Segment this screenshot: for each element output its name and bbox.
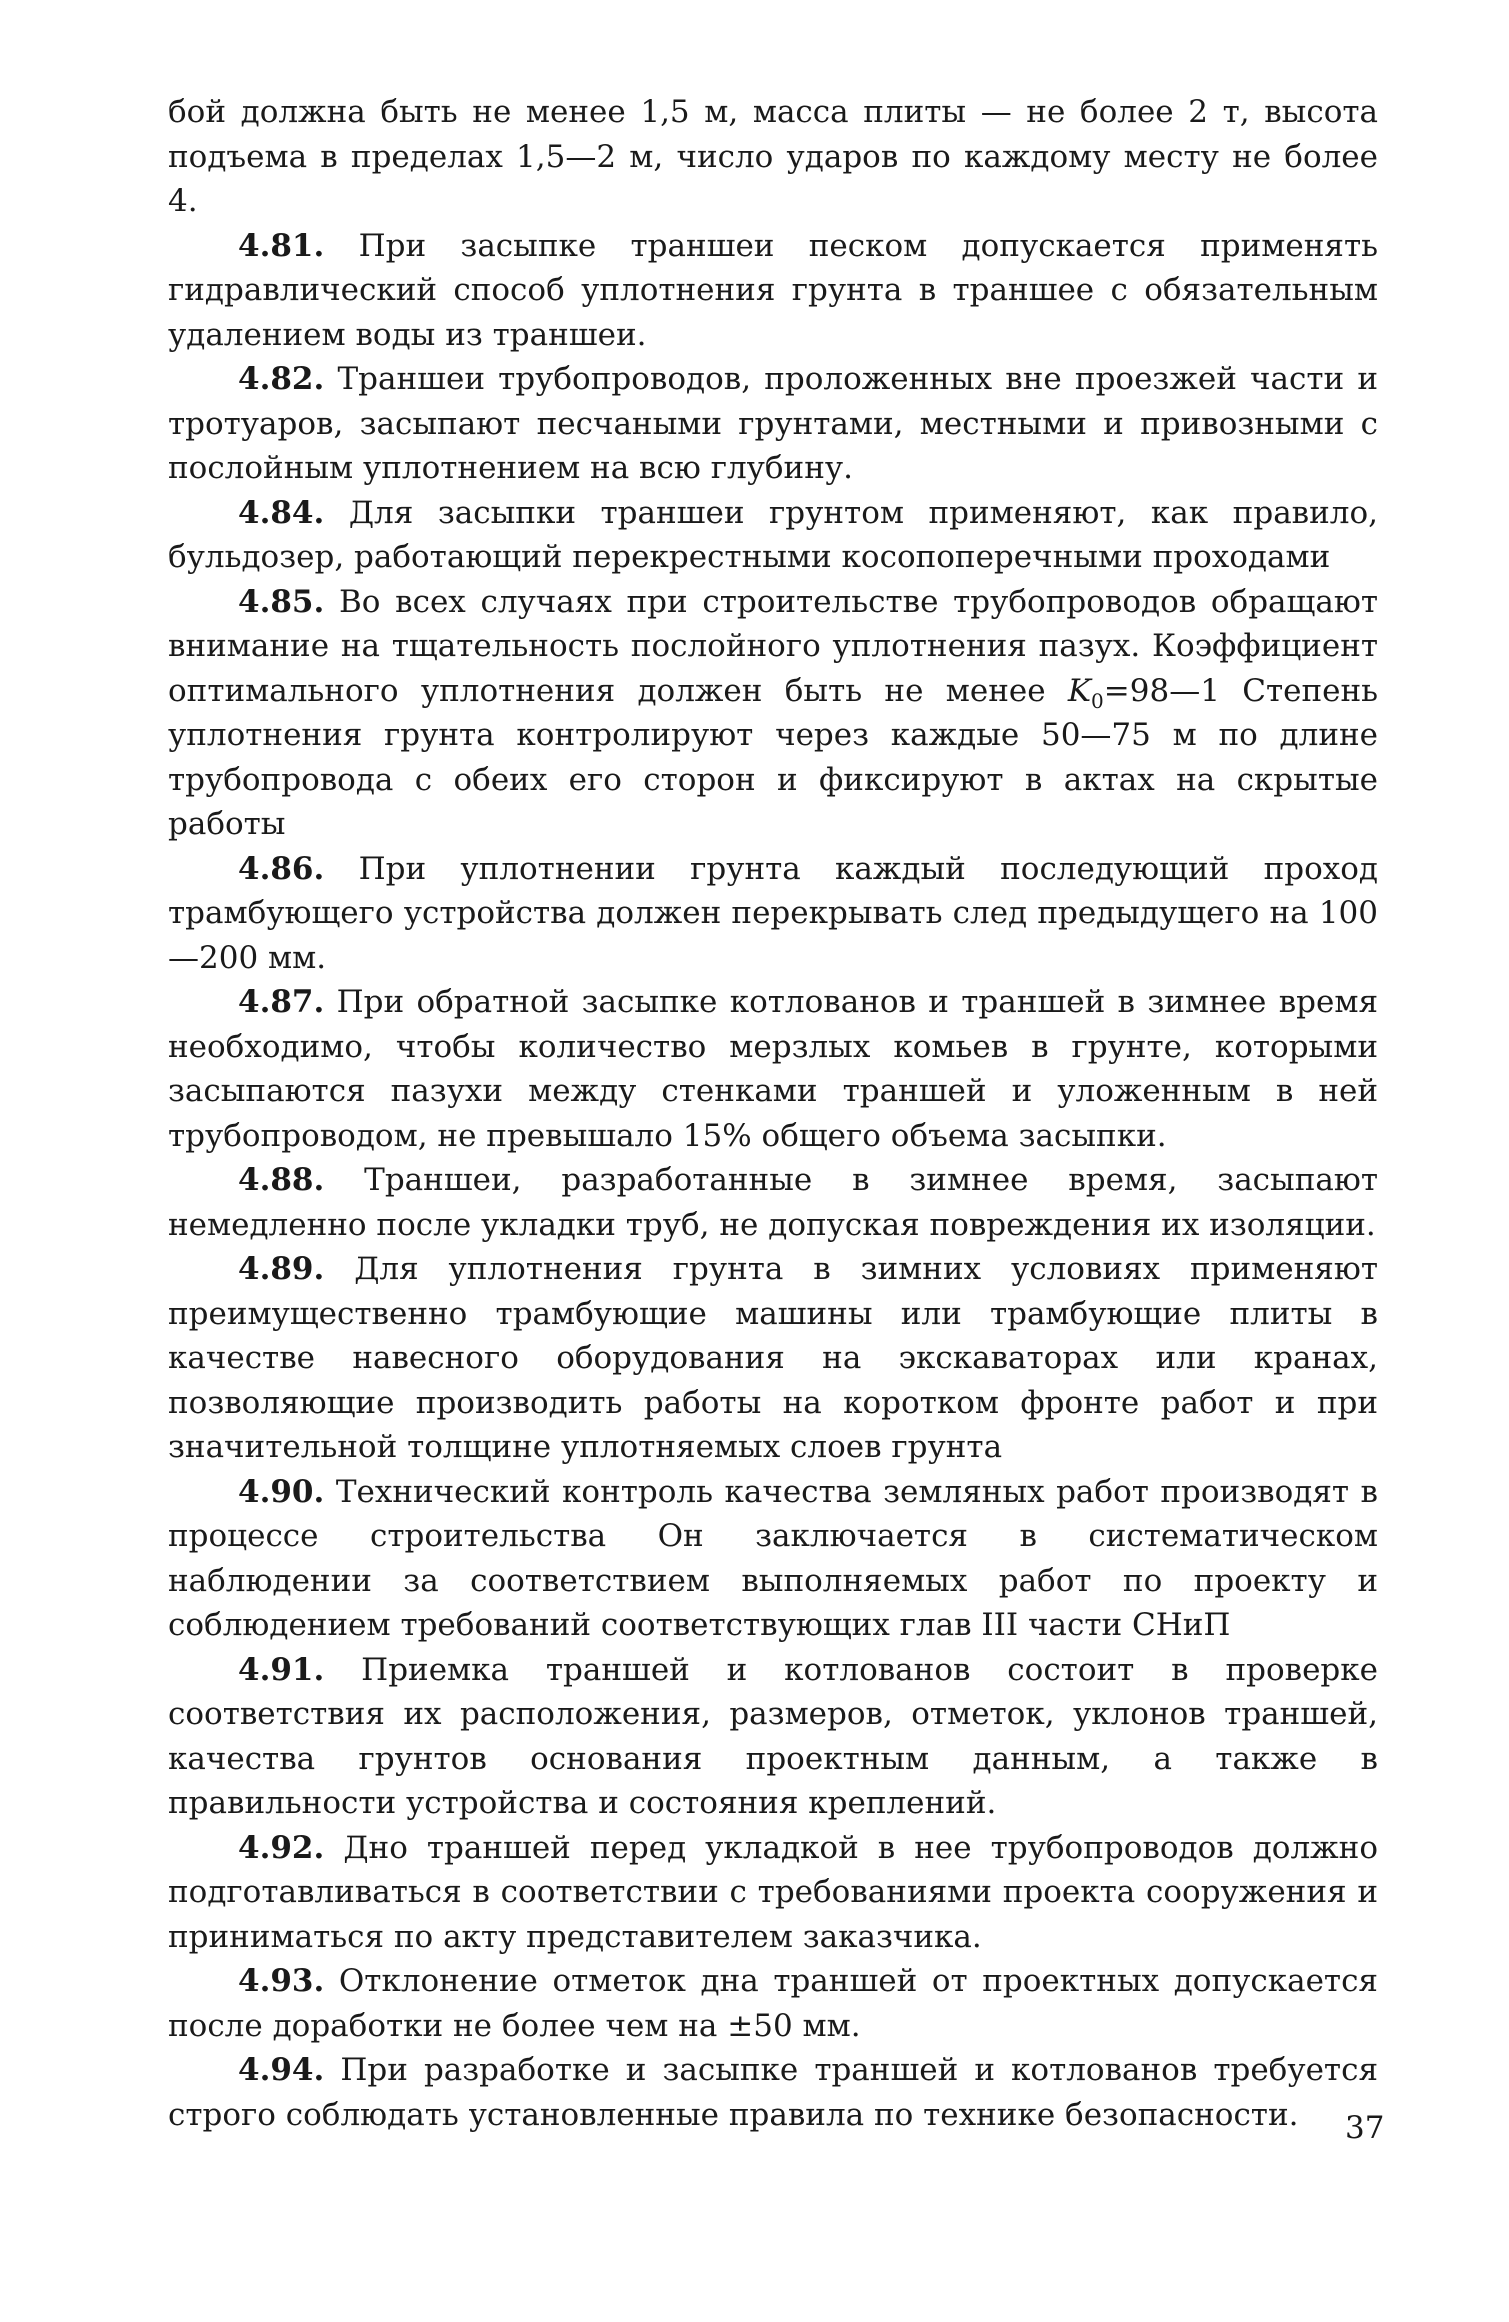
paragraph-text: Траншеи трубопроводов, проложенных вне проезжей части и тротуаров, засыпают песчаными грунтами, местными и привозными с послойным уплотнением на всю глубину.: [168, 361, 1379, 486]
paragraph-number: 4.88.: [238, 1162, 325, 1198]
paragraph-number: 4.81.: [238, 227, 325, 264]
paragraph-text: Отклонение отметок дна траншей от проектных допускается после доработки не более чем на ±50 мм.: [168, 1963, 1378, 2044]
paragraph-4-90: [168, 1470, 1378, 1648]
paragraph-number: 4.93.: [238, 1963, 325, 1999]
page-number: 37: [1345, 2110, 1385, 2146]
paragraph-text: При разработке и засыпке траншей и котлованов требуется строго соблюдать установленные правила по технике безопасности.: [168, 2052, 1378, 2133]
coefficient-symbol: K: [1067, 672, 1092, 709]
paragraph-number: 4.84.: [238, 494, 325, 531]
paragraph-text: Дно траншей перед укладкой в нее трубопроводов должно подготавливаться в соответствии с требованиями проекта сооружения и приниматься по акту представителем заказчика.: [168, 1829, 1378, 1955]
paragraph-text: Траншеи, разработанные в зимнее время, засыпают немедленно после укладки труб, не допуская повреждения их изоляции.: [168, 1162, 1378, 1243]
paragraph-number: 4.92.: [238, 1829, 325, 1866]
paragraph-number: 4.89.: [238, 1251, 325, 1287]
paragraph-4-81: [168, 224, 1378, 358]
paragraph-4-88: [168, 1158, 1378, 1247]
paragraph-4-86: [168, 847, 1378, 981]
paragraph-number: 4.94.: [238, 2052, 325, 2088]
paragraph-text: При уплотнении грунта каждый последующий проход трамбующего устройства должен перекрывать след предыдущего на 100—200 мм.: [168, 850, 1378, 976]
paragraph-4-94: [168, 2048, 1378, 2137]
intro-text: бой должна быть не менее 1,5 м, масса плиты — не более 2 т, высота подъема в пределах 1,5—2 м, число ударов по каждому месту не более 4.: [168, 94, 1378, 219]
paragraph-number: 4.86.: [238, 850, 325, 887]
paragraph-4-92: [168, 1826, 1378, 1960]
coefficient-subscript: 0: [1091, 688, 1104, 713]
paragraph-text: При засыпке траншеи песком допускается применять гидравлический способ уплотнения грунта в траншее с обязательным удалением воды из траншеи.: [168, 227, 1379, 353]
paragraph-4-85: [168, 580, 1378, 847]
paragraph-number: 4.91.: [238, 1651, 325, 1688]
paragraph-number: 4.90.: [238, 1473, 325, 1510]
paragraph-4-89: [168, 1247, 1378, 1470]
paragraph-4-93: [168, 1959, 1378, 2048]
paragraph-text-after: =98—1 Степень уплотнения грунта контролируют через каждые 50—75 м по длине трубопровода с обеих его сторон и фиксируют в актах на скрытые работы: [168, 672, 1379, 842]
paragraph-4-84: [168, 491, 1378, 580]
document-page: [168, 90, 1378, 2137]
paragraph-text: При обратной засыпке котлованов и траншей в зимнее время необходимо, чтобы количество мерзлых комьев в грунте, которыми засыпаются пазухи между стенками траншей и уложенным в ней трубопроводом, не превышало 15% общего объема засыпки.: [168, 984, 1378, 1154]
paragraph-number: 4.82.: [238, 361, 325, 397]
paragraph-text: Технический контроль качества земляных работ производят в процессе строительства Он заключается в систематическом наблюдении за соответствием выполняемых работ по проекту и соблюдением требований соответствующих глав III части СНиП: [168, 1473, 1379, 1643]
intro-paragraph: [168, 90, 1378, 224]
paragraph-text: Для засыпки траншеи грунтом применяют, как правило, бульдозер, работающий перекрестными косопоперечными проходами: [168, 494, 1378, 575]
paragraph-text: Для уплотнения грунта в зимних условиях применяют преимущественно трамбующие машины или трамбующие плиты в качестве навесного оборудования на экскаваторах или кранах, позволяющие производить работы на коротком фронте работ и при значительной толщине уплотняемых слоев грунта: [168, 1251, 1378, 1465]
paragraph-4-91: [168, 1648, 1378, 1826]
paragraph-number: 4.85.: [238, 583, 325, 620]
paragraph-text-before: Во всех случаях при строительстве трубопроводов обращают внимание на тщательность послойного уплотнения пазух. Коэффициент оптимального уплотнения должен быть не менее: [168, 583, 1378, 709]
paragraph-text: Приемка траншей и котлованов состоит в проверке соответствия их расположения, размеров, отметок, уклонов траншей, качества грунтов основания проектным данным, а также в правильности устройства и состояния креплений.: [168, 1651, 1378, 1821]
paragraph-number: 4.87.: [238, 984, 325, 1020]
paragraph-4-87: [168, 980, 1378, 1158]
paragraph-4-82: [168, 357, 1378, 491]
